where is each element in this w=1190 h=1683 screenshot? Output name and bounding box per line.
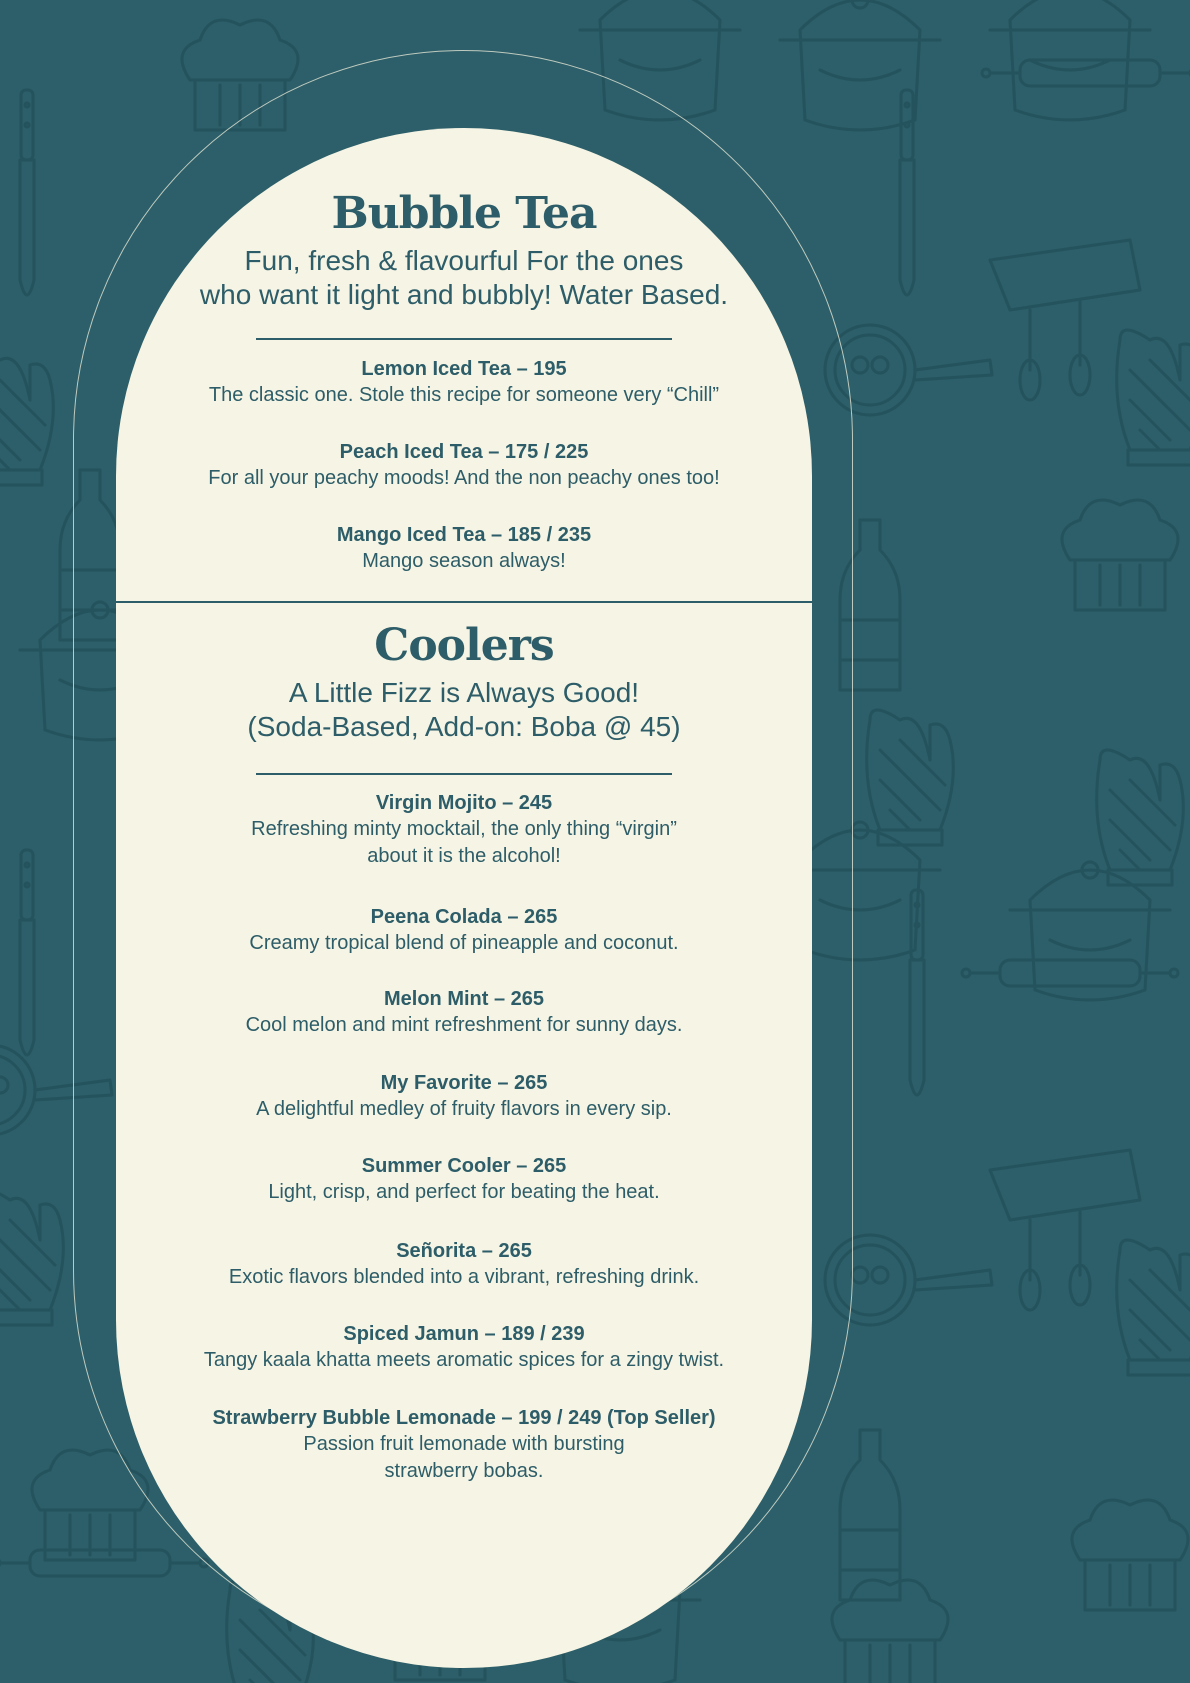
menu-item bbox=[116, 1238, 812, 1291]
item-description: Creamy tropical blend of pineapple and coconut. bbox=[249, 932, 679, 954]
coolers-section bbox=[116, 620, 812, 744]
item-description: Tangy kaala khatta meets aromatic spices for a zingy twist. bbox=[203, 1349, 725, 1371]
item-name: Virgin Mojito – 245 bbox=[375, 792, 553, 814]
item-name: Strawberry Bubble Lemonade – 199 / 249 (Top Seller) bbox=[212, 1407, 716, 1429]
section-title: Bubble Tea bbox=[331, 188, 597, 239]
section-subtitle bbox=[116, 676, 812, 744]
subtitle-line: (Soda-Based, Add-on: Boba @ 45) bbox=[247, 711, 681, 742]
coolers-rule bbox=[116, 773, 812, 775]
menu-item bbox=[116, 1153, 812, 1206]
menu-item bbox=[116, 522, 812, 575]
item-name: Peach Iced Tea – 175 / 225 bbox=[339, 441, 589, 463]
menu-item bbox=[116, 904, 812, 957]
section-title: Coolers bbox=[374, 620, 554, 671]
item-description: The classic one. Stole this recipe for someone very “Chill” bbox=[208, 384, 720, 406]
bubble-tea-rule bbox=[116, 338, 812, 340]
item-name: Summer Cooler – 265 bbox=[361, 1155, 567, 1177]
divider-rule bbox=[256, 338, 672, 340]
menu-item bbox=[116, 1321, 812, 1374]
item-description: strawberry bobas. bbox=[384, 1460, 544, 1482]
item-description: Passion fruit lemonade with bursting bbox=[303, 1433, 625, 1455]
item-name: Spiced Jamun – 189 / 239 bbox=[343, 1323, 585, 1345]
item-name: Lemon Iced Tea – 195 bbox=[361, 358, 567, 380]
item-name: My Favorite – 265 bbox=[380, 1072, 548, 1094]
subtitle-line: Fun, fresh & flavourful For the ones bbox=[244, 245, 684, 276]
item-name: Peena Colada – 265 bbox=[370, 906, 558, 928]
section-subtitle bbox=[116, 244, 812, 312]
menu-item bbox=[116, 439, 812, 492]
item-description: Cool melon and mint refreshment for sunny days. bbox=[245, 1014, 683, 1036]
item-name: Melon Mint – 265 bbox=[383, 988, 545, 1010]
menu-item bbox=[116, 1070, 812, 1123]
subtitle-line: A Little Fizz is Always Good! bbox=[288, 677, 640, 708]
item-description: For all your peachy moods! And the non peachy ones too! bbox=[208, 467, 720, 489]
subtitle-line: who want it light and bubbly! Water Based. bbox=[199, 279, 729, 310]
menu-item bbox=[116, 790, 812, 870]
item-name: Señorita – 265 bbox=[396, 1240, 532, 1262]
menu-item bbox=[116, 986, 812, 1039]
menu-item bbox=[116, 1405, 812, 1485]
item-description: Light, crisp, and perfect for beating the heat. bbox=[268, 1181, 660, 1203]
item-description: Refreshing minty mocktail, the only thing “virgin” bbox=[251, 818, 677, 840]
menu-item bbox=[116, 356, 812, 409]
bubble-tea-section bbox=[116, 188, 812, 312]
item-name: Mango Iced Tea – 185 / 235 bbox=[336, 524, 592, 546]
item-description: Mango season always! bbox=[362, 550, 566, 572]
item-description: Exotic flavors blended into a vibrant, refreshing drink. bbox=[228, 1266, 700, 1288]
item-description: about it is the alcohol! bbox=[367, 845, 561, 867]
menu-panel bbox=[116, 128, 812, 1668]
item-description: A delightful medley of fruity flavors in every sip. bbox=[256, 1098, 672, 1120]
section-divider bbox=[116, 601, 812, 603]
divider-rule bbox=[256, 773, 672, 775]
